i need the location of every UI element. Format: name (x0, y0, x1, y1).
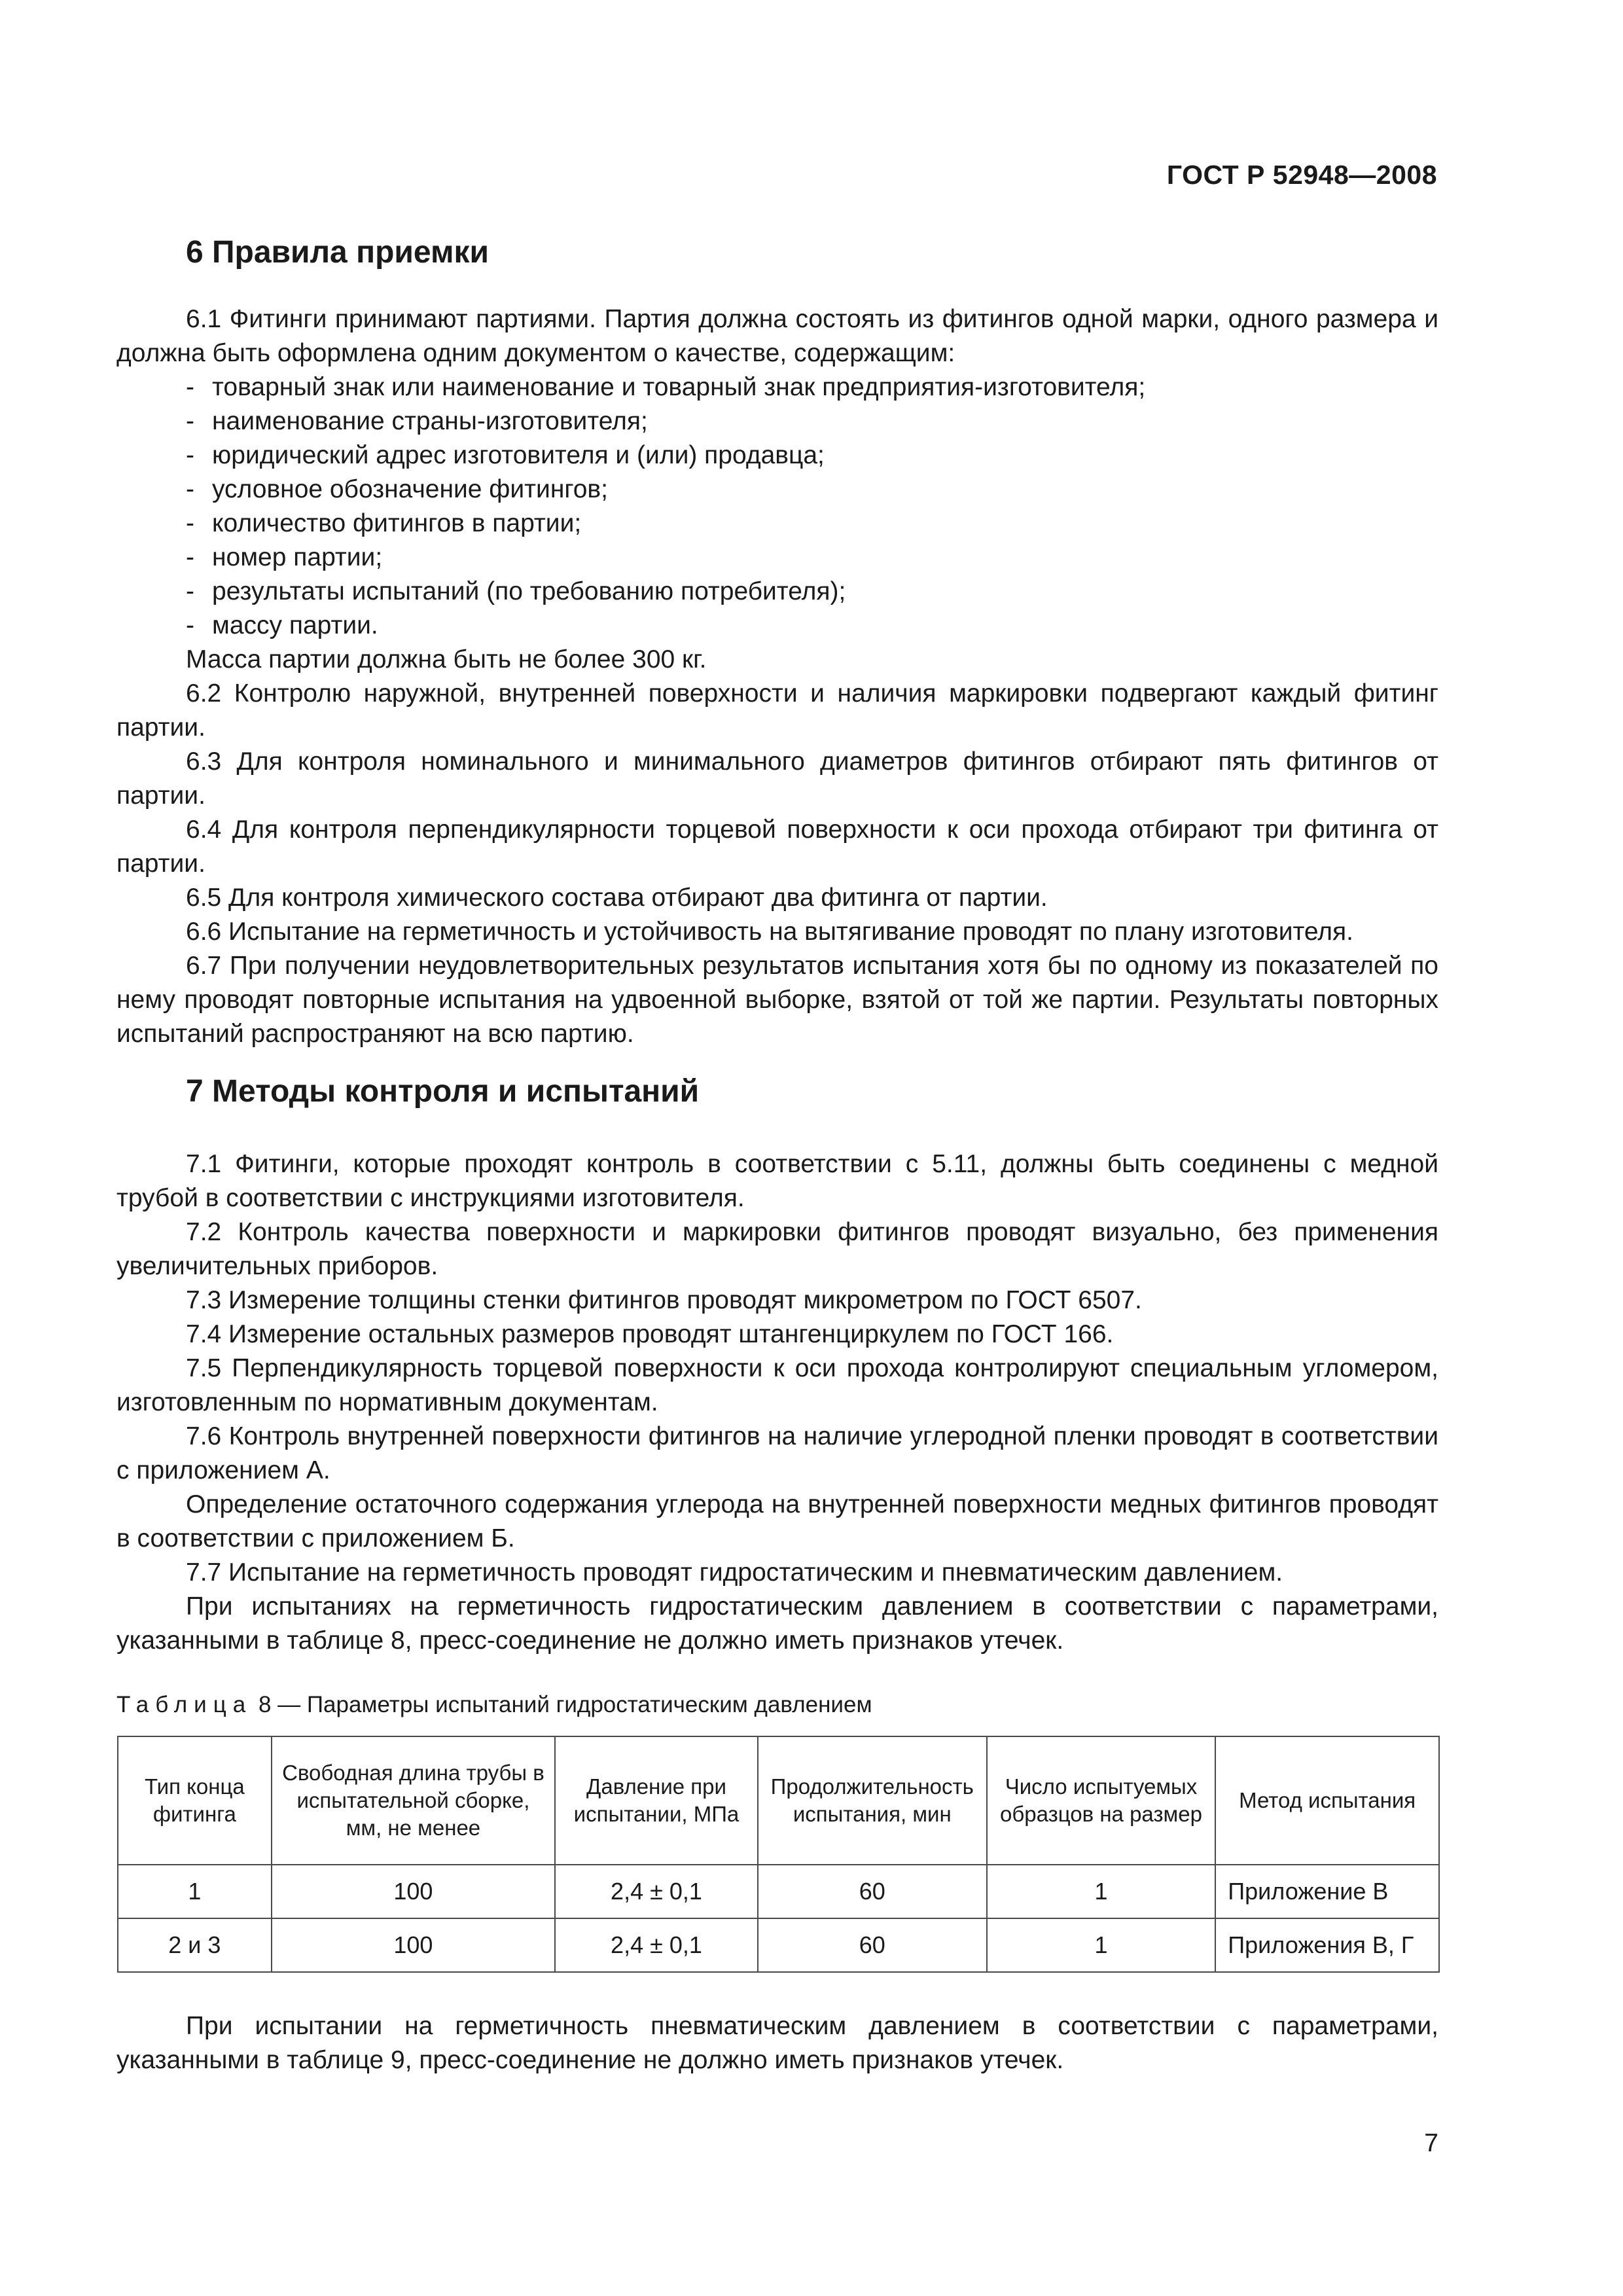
column-header-end-type: Тип конца фитинга (118, 1736, 272, 1865)
list-item: - массу партии. (186, 611, 378, 639)
column-header-duration: Продолжительность испытания, мин (758, 1736, 987, 1865)
table-cell: 1 (987, 1865, 1216, 1918)
table-header-row (118, 1736, 1439, 1865)
paragraph-7-3: 7.3 Измерение толщины стенки фитингов проводят микрометром по ГОСТ 6507. (186, 1286, 1142, 1314)
table-cell: Приложение В (1215, 1865, 1439, 1918)
list-item: - условное обозначение фитингов; (186, 475, 608, 503)
section-6-title: 6 Правила приемки (186, 235, 490, 270)
paragraph-7-6: 7.6 Контроль внутренней поверхности фитингов на наличие углеродной пленки проводят в соответствии с приложением А. (116, 1422, 1438, 1484)
table-cell: 100 (272, 1918, 555, 1972)
mass-note: Масса партии должна быть не более 300 кг. (186, 645, 707, 673)
table-cell: 2,4 ± 0,1 (555, 1865, 758, 1918)
list-item: - результаты испытаний (по требованию потребителя); (186, 577, 846, 605)
table-8-caption (116, 1690, 872, 1720)
paragraph-7-2: 7.2 Контроль качества поверхности и маркировки фитингов проводят визуально, без применения увеличительных приборов. (116, 1218, 1438, 1280)
paragraph-7-7: 7.7 Испытание на герметичность проводят гидростатическим и пневматическим давлением. (186, 1558, 1283, 1587)
section-6-body (116, 302, 1438, 1051)
document-code: ГОСТ Р 52948—2008 (1166, 160, 1437, 190)
paragraph-6-3: 6.3 Для контроля номинального и минимального диаметров фитингов отбирают пять фитингов от партии. (116, 747, 1438, 810)
list-item: - количество фитингов в партии; (186, 509, 582, 537)
table-cell: Приложения В, Г (1215, 1918, 1439, 1972)
table-cell: 2 и 3 (118, 1918, 272, 1972)
table-cell: 100 (272, 1865, 555, 1918)
column-header-pressure: Давление при испытании, МПа (555, 1736, 758, 1865)
section-7-body (116, 1147, 1438, 1658)
column-header-test-method: Метод испытания (1215, 1736, 1439, 1865)
paragraph-7-5: 7.5 Перпендикулярность торцевой поверхности к оси прохода контролируют специальным угломером, изготовленным по нормативным документам. (116, 1354, 1438, 1416)
paragraph-7-4: 7.4 Измерение остальных размеров проводят штангенциркулем по ГОСТ 166. (186, 1320, 1114, 1348)
column-header-sample-count: Число испытуемых образцов на размер (987, 1736, 1216, 1865)
paragraph-pneumatic: При испытании на герметичность пневматическим давлением в соответствии с параметрами, указанными в таблице 9, пресс-соединение не должно иметь признаков утечек. (116, 2012, 1438, 2074)
list-item: - юридический адрес изготовителя и (или) продавца; (186, 441, 825, 469)
column-header-free-length: Свободная длина трубы в испытательной сборке, мм, не менее (272, 1736, 555, 1865)
section-7-title: 7 Методы контроля и испытаний (186, 1074, 700, 1109)
page-number: 7 (1424, 2129, 1438, 2157)
paragraph-6-1: 6.1 Фитинги принимают партиями. Партия должна состоять из фитингов одной марки, одного размера и должна быть оформлена одним документом о качестве, содержащим: (116, 305, 1438, 367)
table-row (118, 1918, 1439, 1972)
list-item: - товарный знак или наименование и товарный знак предприятия-изготовителя; (186, 373, 1146, 401)
paragraph-6-7: 6.7 При получении неудовлетворительных результатов испытания хотя бы по одному из показателей по нему проводят повторные испытания на удвоенной выборке, взятой от той же партии. Результаты повторных испытаний распространяют на всю партию. (116, 952, 1438, 1048)
table-cell: 1 (987, 1918, 1216, 1972)
list-item: - наименование страны-изготовителя; (186, 407, 648, 435)
table-caption-label: Таблица (116, 1692, 253, 1717)
paragraph-6-6: 6.6 Испытание на герметичность и устойчивость на вытягивание проводят по плану изготовителя. (186, 918, 1354, 946)
paragraph-7-7-hydrostatic: При испытаниях на герметичность гидростатическим давлением в соответствии с параметрами, указанными в таблице 8, пресс-соединение не должно иметь признаков утечек. (116, 1592, 1438, 1655)
table-row (118, 1865, 1439, 1918)
quality-document-list (116, 370, 1438, 643)
table-caption-text: 8 — Параметры испытаний гидростатическим давлением (258, 1692, 872, 1717)
table-8 (117, 1736, 1440, 1973)
table-cell: 60 (758, 1865, 987, 1918)
paragraph-6-2: 6.2 Контролю наружной, внутренней поверхности и наличия маркировки подвергают каждый фитинг партии. (116, 679, 1438, 742)
paragraph-7-6-carbon: Определение остаточного содержания углерода на внутренней поверхности медных фитингов проводят в соответствии с приложением Б. (116, 1490, 1438, 1552)
after-table-body (116, 2009, 1438, 2077)
paragraph-6-5: 6.5 Для контроля химического состава отбирают два фитинга от партии. (186, 884, 1048, 912)
paragraph-7-1: 7.1 Фитинги, которые проходят контроль в соответствии с 5.11, должны быть соединены с медной трубой в соответствии с инструкциями изготовителя. (116, 1150, 1438, 1212)
list-item: - номер партии; (186, 543, 383, 571)
table-cell: 1 (118, 1865, 272, 1918)
table-cell: 2,4 ± 0,1 (555, 1918, 758, 1972)
table-cell: 60 (758, 1918, 987, 1972)
paragraph-6-4: 6.4 Для контроля перпендикулярности торцевой поверхности к оси прохода отбирают три фитинга от партии. (116, 816, 1438, 878)
